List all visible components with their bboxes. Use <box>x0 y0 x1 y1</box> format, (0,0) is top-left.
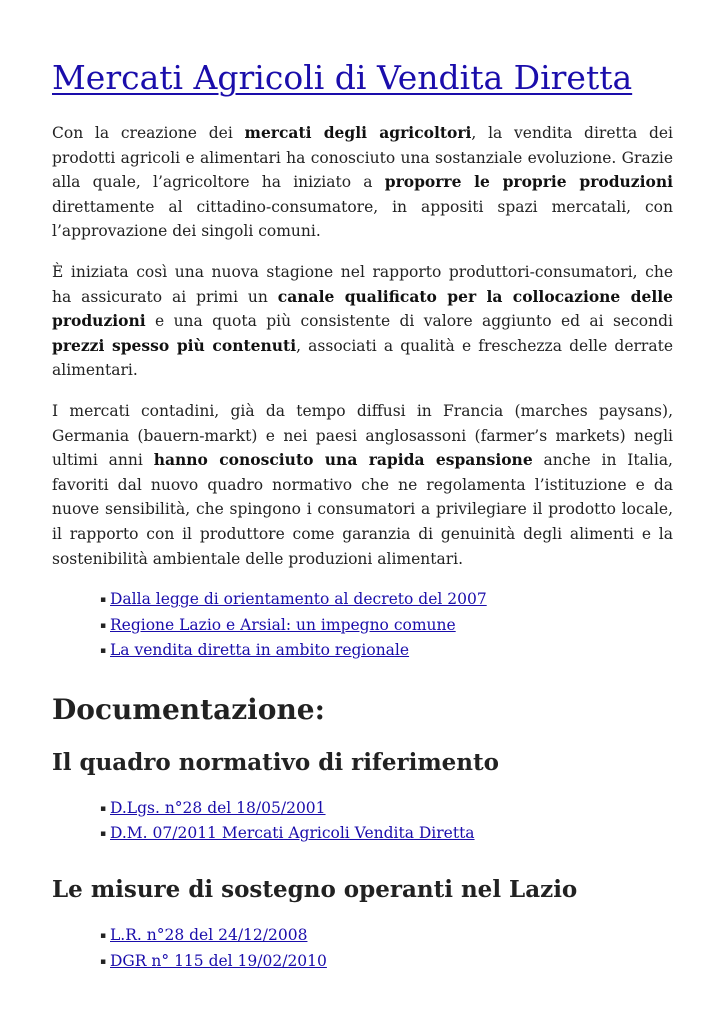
second-paragraph <box>52 260 673 383</box>
text-segment: anche in Italia, favoriti dal nuovo quadro normativo che ne regolamenta l’istituzione e da nuove sensibilità, che spingono i consumatori a privilegiare il prodotto locale, il rapporto con il produttore come garanzia di genuinità degli alimenti e la sostenibilità ambientale delle produzioni alimentari. <box>52 451 673 568</box>
text-segment: , la vendita diretta dei prodotti agricoli e alimentari ha conosciuto una sostanziale evoluzione. Grazie alla quale, l’agricoltore ha iniziato a <box>52 124 674 192</box>
bullet-icon: ▪ <box>100 595 107 606</box>
normativo-heading: Il quadro normativo di riferimento <box>52 748 499 776</box>
related-links-list <box>52 587 673 664</box>
link-lr-28[interactable]: L.R. n°28 del 24/12/2008 <box>110 926 308 945</box>
misure-links-list <box>52 923 673 974</box>
list-item <box>100 923 673 949</box>
bullet-icon: ▪ <box>100 931 107 942</box>
normativo-links-list <box>52 796 673 847</box>
text-segment: I mercati contadini, già da tempo diffusi in Francia (marches paysans), Germania (bauern-markt) e nei paesi anglosassoni (farmer’s markets) negli ultimi anni <box>52 401 673 470</box>
page-title <box>52 50 673 106</box>
list-item <box>100 587 673 613</box>
third-paragraph <box>52 399 673 571</box>
bold-text: prezzi spesso più contenuti <box>52 335 297 355</box>
bold-text: canale qualificato per la collocazione delle produzioni <box>52 286 673 331</box>
list-item <box>100 613 673 639</box>
misure-heading: Le misure di sostegno operanti nel Lazio <box>52 876 578 904</box>
text-segment: , associati a qualità e freschezza delle derrate alimentari. <box>52 336 673 380</box>
intro-paragraph <box>52 121 673 244</box>
link-regione-lazio-arsial[interactable]: Regione Lazio e Arsial: un impegno comune <box>110 615 456 634</box>
bullet-icon: ▪ <box>100 829 107 840</box>
text-segment: direttamente al cittadino-consumatore, in appositi spazi mercatali, con l’approvazione dei singoli comuni. <box>52 197 673 241</box>
link-legge-orientamento[interactable]: Dalla legge di orientamento al decreto del 2007 <box>110 590 487 609</box>
list-item <box>100 796 673 822</box>
text-segment: È iniziata così una nuova stagione nel rapporto produttori-consumatori, che ha assicurato ai primi un <box>52 262 673 306</box>
link-dgr-115[interactable]: DGR n° 115 del 19/02/2010 <box>110 951 327 970</box>
link-vendita-diretta-regionale[interactable]: La vendita diretta in ambito regionale <box>110 641 410 660</box>
bold-text: proporre le proprie produzioni <box>384 172 673 192</box>
bullet-icon: ▪ <box>100 620 107 631</box>
bold-text: hanno conosciuto una rapida espansione <box>153 450 533 470</box>
list-item <box>100 638 673 664</box>
link-dm-07-2011[interactable]: D.M. 07/2011 Mercati Agricoli Vendita Diretta <box>110 824 475 843</box>
documentation-heading: Documentazione: <box>52 692 325 726</box>
bullet-icon: ▪ <box>100 803 107 814</box>
bold-text: mercati degli agricoltori <box>244 123 472 142</box>
bullet-icon: ▪ <box>100 646 107 657</box>
text-segment: Con la creazione dei <box>52 124 245 142</box>
list-item <box>100 821 673 847</box>
bullet-icon: ▪ <box>100 956 107 967</box>
article <box>52 50 673 974</box>
list-item <box>100 949 673 975</box>
link-dlgs-28[interactable]: D.Lgs. n°28 del 18/05/2001 <box>110 798 326 817</box>
page-title-link[interactable]: Mercati Agricoli di Vendita Diretta <box>52 58 633 97</box>
text-segment: e una quota più consistente di valore aggiunto ed ai secondi <box>145 312 673 331</box>
